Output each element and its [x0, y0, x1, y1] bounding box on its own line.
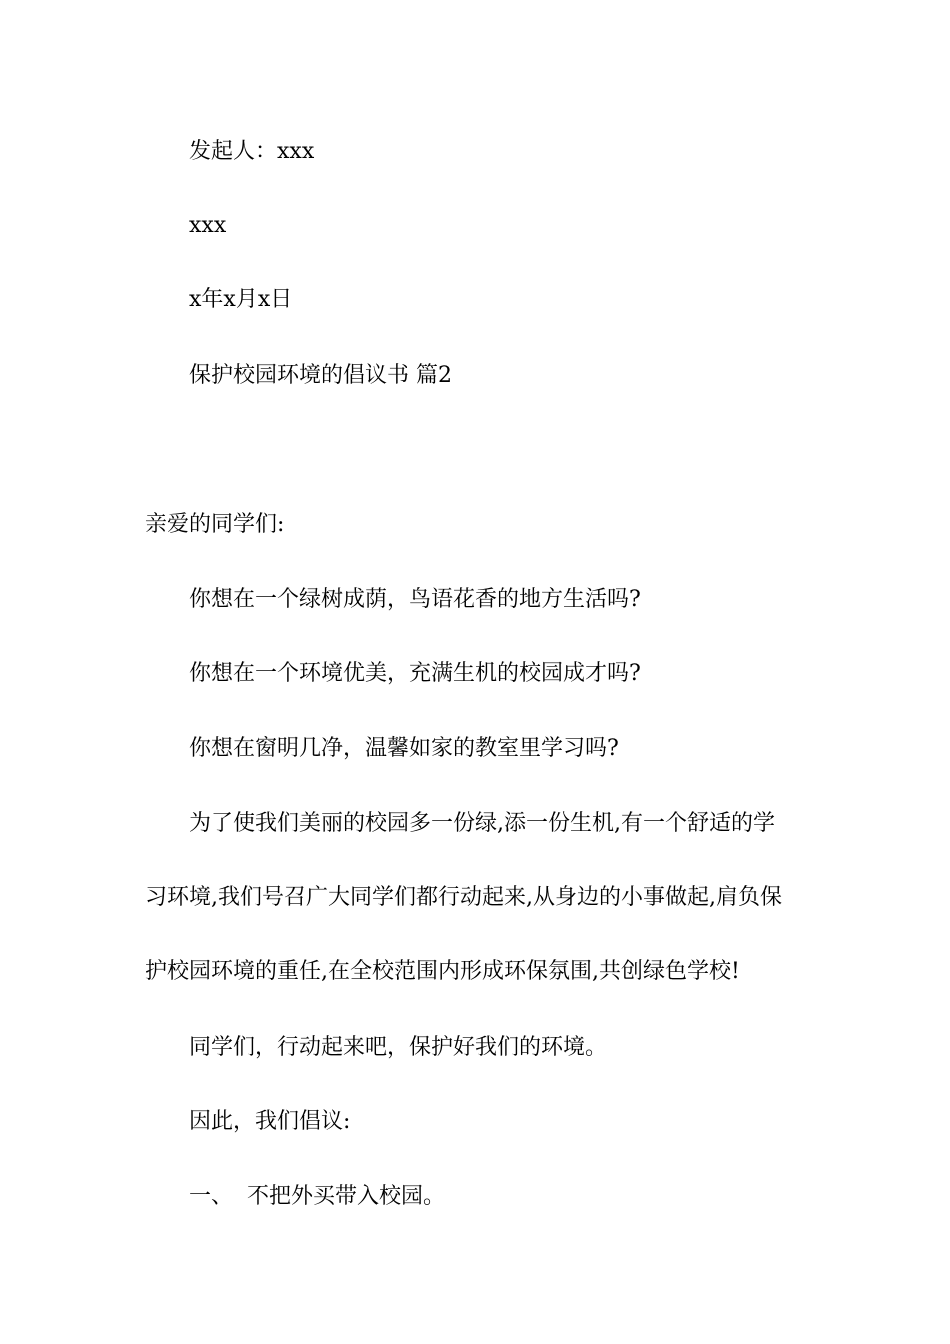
paragraph: 你想在窗明几净，温馨如家的教室里学习吗? [189, 736, 619, 761]
paragraph-line: 为了使我们美丽的校园多一份绿,添一份生机,有一个舒适的学 [189, 811, 775, 836]
paragraph: 你想在一个绿树成荫，鸟语花香的地方生活吗? [189, 587, 641, 612]
paragraph: 你想在一个环境优美，充满生机的校园成才吗? [189, 661, 641, 686]
paragraph-line: 护校园环境的重任,在全校范围内形成环保氛围,共创绿色学校! [145, 959, 740, 984]
paragraph-line: 习环境,我们号召广大同学们都行动起来,从身边的小事做起,肩负保 [145, 885, 782, 910]
proposal-item-1: 一、 不把外买带入校园。 [189, 1184, 445, 1209]
call-to-action: 同学们，行动起来吧，保护好我们的环境。 [189, 1035, 608, 1060]
initiator-line: 发起人：xxx [189, 139, 315, 164]
date-line: x年x月x日 [189, 287, 293, 312]
proposal-intro: 因此，我们倡议: [189, 1109, 351, 1134]
section-title: 保护校园环境的倡议书 篇2 [189, 363, 452, 388]
organization-line: xxx [189, 213, 227, 238]
salutation: 亲爱的同学们: [145, 512, 285, 537]
